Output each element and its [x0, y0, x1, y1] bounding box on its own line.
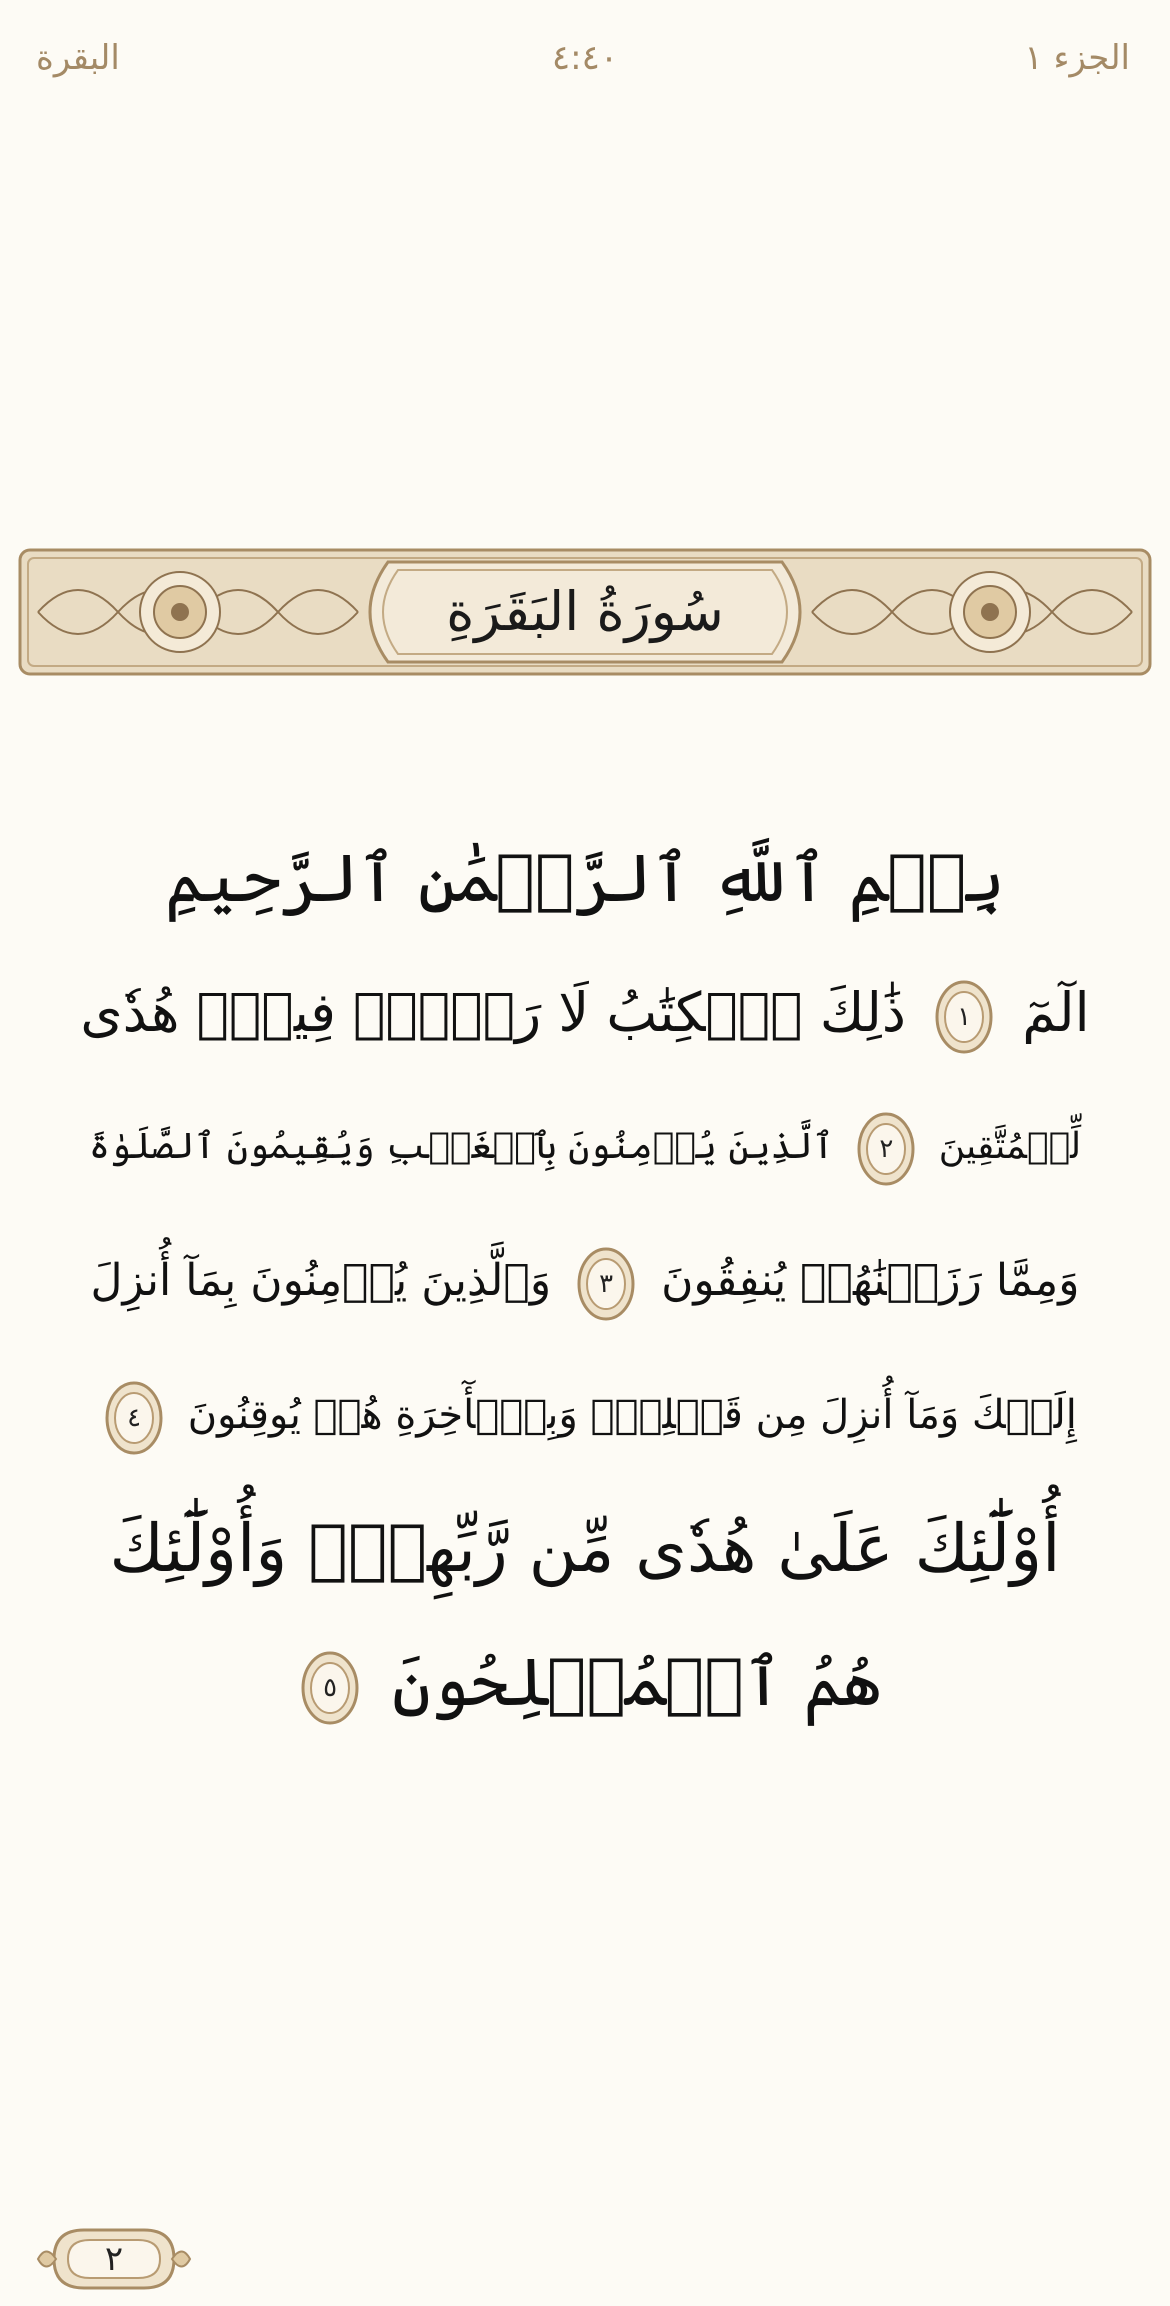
verse-text[interactable]: إِلَيۡكَ وَمَآ أُنزِلَ مِن قَبۡلِكَۖ وَبِٱلۡأٓخِرَةِ هُمۡ يُوقِنُونَ: [187, 1392, 1077, 1438]
quran-line-2: [80, 946, 1090, 1080]
ayah-number: ٤: [127, 1403, 142, 1433]
surah-header-banner: [18, 548, 1152, 676]
page-number-badge[interactable]: [34, 2226, 194, 2292]
ayah-marker-5[interactable]: [299, 1649, 361, 1727]
verse-text[interactable]: وَٱلَّذِينَ يُؤۡمِنُونَ بِمَآ أُنزِلَ: [90, 1255, 552, 1306]
ayah-marker-4[interactable]: [103, 1379, 165, 1457]
mushaf-page: [80, 812, 1090, 1750]
top-bar: [0, 0, 1170, 130]
quran-line-7: [80, 1616, 1090, 1750]
ayah-marker-1[interactable]: [933, 978, 995, 1056]
basmala-line: [80, 812, 1090, 946]
ayah-number: ٥: [323, 1673, 338, 1703]
verse-text[interactable]: أُوْلَٰٓئِكَ عَلَىٰ هُدٗى مِّن رَّبِّهِمۡۖ وَأُوْلَٰٓئِكَ: [109, 1510, 1061, 1587]
ayah-number: ٢: [879, 1134, 894, 1164]
quran-line-3: [80, 1080, 1090, 1214]
page-number: ٢: [104, 2239, 124, 2279]
quran-line-6: [80, 1482, 1090, 1616]
quran-line-4: [80, 1214, 1090, 1348]
verse-text[interactable]: الٓمٓ: [1022, 981, 1090, 1044]
ayah-marker-2[interactable]: [855, 1110, 917, 1188]
clock-time: ٤:٤٠: [551, 38, 619, 78]
verse-text[interactable]: ٱلَّذِينَ يُؤۡمِنُونَ بِٱلۡغَيۡبِ وَيُقِيمُونَ ٱلصَّلَوٰةَ: [88, 1126, 834, 1167]
surah-name-label[interactable]: البقرة: [36, 38, 120, 78]
ayah-number: ١: [957, 1002, 972, 1032]
basmala-text: بِسۡمِ ٱللَّهِ ٱلرَّحۡمَٰنِ ٱلرَّحِيمِ: [164, 840, 1006, 917]
verse-text[interactable]: لِّلۡمُتَّقِينَ: [938, 1126, 1082, 1167]
verse-text[interactable]: ذَٰلِكَ ٱلۡكِتَٰبُ لَا رَيۡبَۛ فِيهِۛ هُدٗى: [80, 981, 906, 1044]
verse-text[interactable]: وَمِمَّا رَزَقۡنَٰهُمۡ يُنفِقُونَ: [661, 1255, 1080, 1306]
ayah-number: ٣: [599, 1268, 614, 1299]
surah-title: سُورَةُ البَقَرَةِ: [446, 580, 724, 643]
verse-text[interactable]: هُمُ ٱلۡمُفۡلِحُونَ: [392, 1644, 881, 1721]
quran-line-5: [80, 1348, 1090, 1482]
juz-label[interactable]: الجزء ١: [1024, 38, 1130, 78]
ayah-marker-3[interactable]: [575, 1245, 637, 1323]
